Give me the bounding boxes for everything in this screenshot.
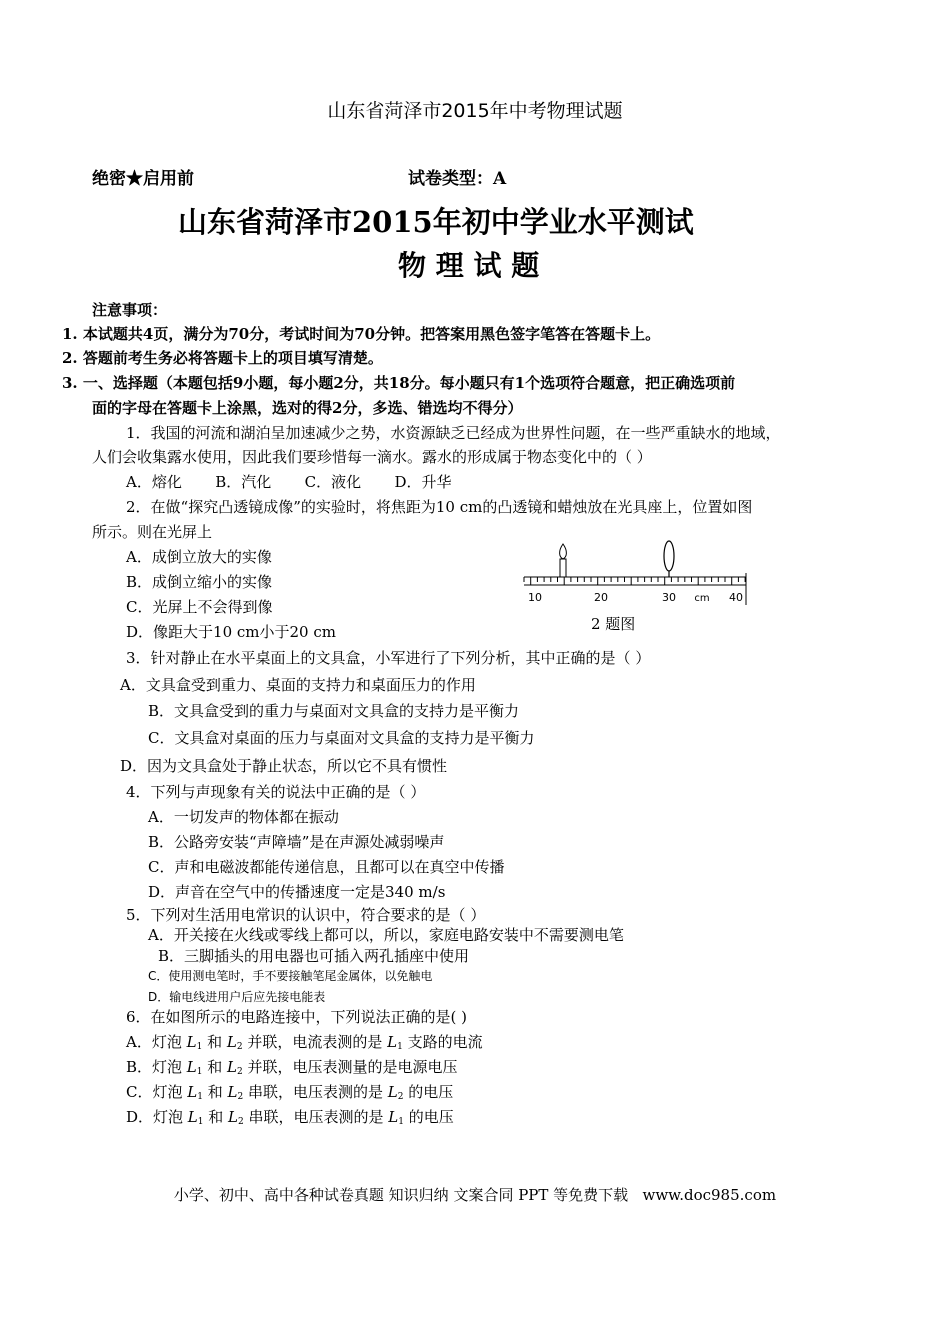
notice-item: 面的字母在答题卡上涂黑，选对的得2分，多选、错选均不得分）: [92, 399, 523, 417]
tick-label: 20: [594, 591, 608, 604]
question-4-option: C．声和电磁波都能传递信息，且都可以在真空中传播: [148, 858, 505, 876]
question-2-option: A．成倒立放大的实像: [126, 548, 272, 566]
question-6-option-c: C．灯泡 $L_1$ 和 $L_2$ 串联，电压表测的是 $L_2$ 的电压: [126, 1083, 454, 1102]
question-5-stem: 5．下列对生活用电常识的认识中，符合要求的是（ ）: [126, 906, 486, 924]
candle-icon: [560, 559, 566, 577]
question-4-stem: 4．下列与声现象有关的说法中正确的是（ ）: [126, 783, 426, 801]
sub-title: 物 理 试 题: [398, 249, 540, 282]
question-2-option: C．光屏上不会得到像: [126, 598, 273, 616]
page-footer: 小学、初中、高中各种试卷真题 知识归纳 文案合同 PPT 等免费下载 www.doc985.com: [173, 1186, 777, 1204]
question-6-option-b: B．灯泡 $L_1$ 和 $L_2$ 并联，电压表测量的是电源电压: [126, 1058, 458, 1077]
tick-label: 40: [729, 591, 743, 604]
question-2-stem: 2．在做“探究凸透镜成像”的实验时，将焦距为10 cm的凸透镜和蜡烛放在光具座上，位置如图: [126, 498, 753, 516]
tick-label: 30: [662, 591, 676, 604]
question-1-options: A．熔化 B．汽化 C．液化 D．升华: [126, 473, 452, 491]
question-3-option: B．文具盒受到的重力与桌面对文具盒的支持力是平衡力: [148, 702, 520, 720]
lens-icon: [664, 541, 674, 571]
unit-label: cm: [694, 593, 710, 604]
question-3-stem: 3．针对静止在水平桌面上的文具盒，小军进行了下列分析，其中正确的是（ ）: [126, 649, 651, 667]
question-5-option: B．三脚插头的用电器也可插入两孔插座中使用: [158, 947, 470, 965]
tick-label: 10: [528, 591, 542, 604]
optical-bench-figure: [520, 535, 755, 635]
candle-flame-icon: [560, 544, 567, 559]
question-1-stem: 1．我国的河流和湖泊呈加速减少之势，水资源缺乏已经成为世界性问题，在一些严重缺水的地域，: [126, 424, 781, 442]
main-title: 山东省菏泽市2015年初中学业水平测试: [178, 205, 694, 239]
paper-type: 试卷类型：A: [408, 169, 507, 189]
question-4-option: B．公路旁安装“声障墙”是在声源处减弱噪声: [148, 833, 445, 851]
question-6-stem: 6．在如图所示的电路连接中，下列说法正确的是( ): [126, 1008, 468, 1026]
question-3-option: C．文具盒对桌面的压力与桌面对文具盒的支持力是平衡力: [148, 729, 535, 747]
notice-heading: 注意事项：: [92, 301, 168, 319]
notice-item: 3. 一、选择题（本题包括9小题，每小题2分，共18分。每小题只有1个选项符合题意，把正确选项前: [62, 374, 736, 392]
question-2-option: B．成倒立缩小的实像: [126, 573, 273, 591]
figure-caption: 2 题图: [591, 615, 636, 633]
notice-item: 2. 答题前考生务必将答题卡上的项目填写清楚。: [62, 349, 383, 367]
question-1-stem: 人们会收集露水使用，因此我们要珍惜每一滴水。露水的形成属于物态变化中的（ ）: [92, 448, 652, 466]
notice-item: 1. 本试题共4页，满分为70分，考试时间为70分钟。把答案用黑色签字笔答在答题卡上。: [62, 325, 661, 343]
question-4-option: D．声音在空气中的传播速度一定是340 m/s: [148, 883, 446, 901]
ruler-ticks: [524, 577, 745, 585]
question-5-option: A．开关接在火线或零线上都可以，所以，家庭电路安装中不需要测电笔: [148, 926, 624, 944]
question-3-option: D．因为文具盒处于静止状态，所以它不具有惯性: [120, 757, 448, 775]
question-3-option: A．文具盒受到重力、桌面的支持力和桌面压力的作用: [120, 676, 476, 694]
question-6-option-a: A．灯泡 $L_1$ 和 $L_2$ 并联，电流表测的是 $L_1$ 支路的电流: [126, 1033, 483, 1052]
page-header: 山东省菏泽市2015年中考物理试题: [327, 100, 623, 122]
question-4-option: A．一切发声的物体都在振动: [148, 808, 339, 826]
question-5-option: C．使用测电笔时，手不要接触笔尾金属体，以免触电: [148, 969, 433, 983]
question-6-option-d: D．灯泡 $L_1$ 和 $L_2$ 串联，电压表测的是 $L_1$ 的电压: [126, 1108, 454, 1127]
question-2-stem: 所示。则在光屏上: [92, 523, 213, 541]
secret-label: 绝密★启用前: [92, 169, 194, 189]
question-5-option: D．输电线进用户后应先接电能表: [148, 990, 326, 1004]
question-2-option: D．像距大于10 cm小于20 cm: [126, 623, 336, 641]
